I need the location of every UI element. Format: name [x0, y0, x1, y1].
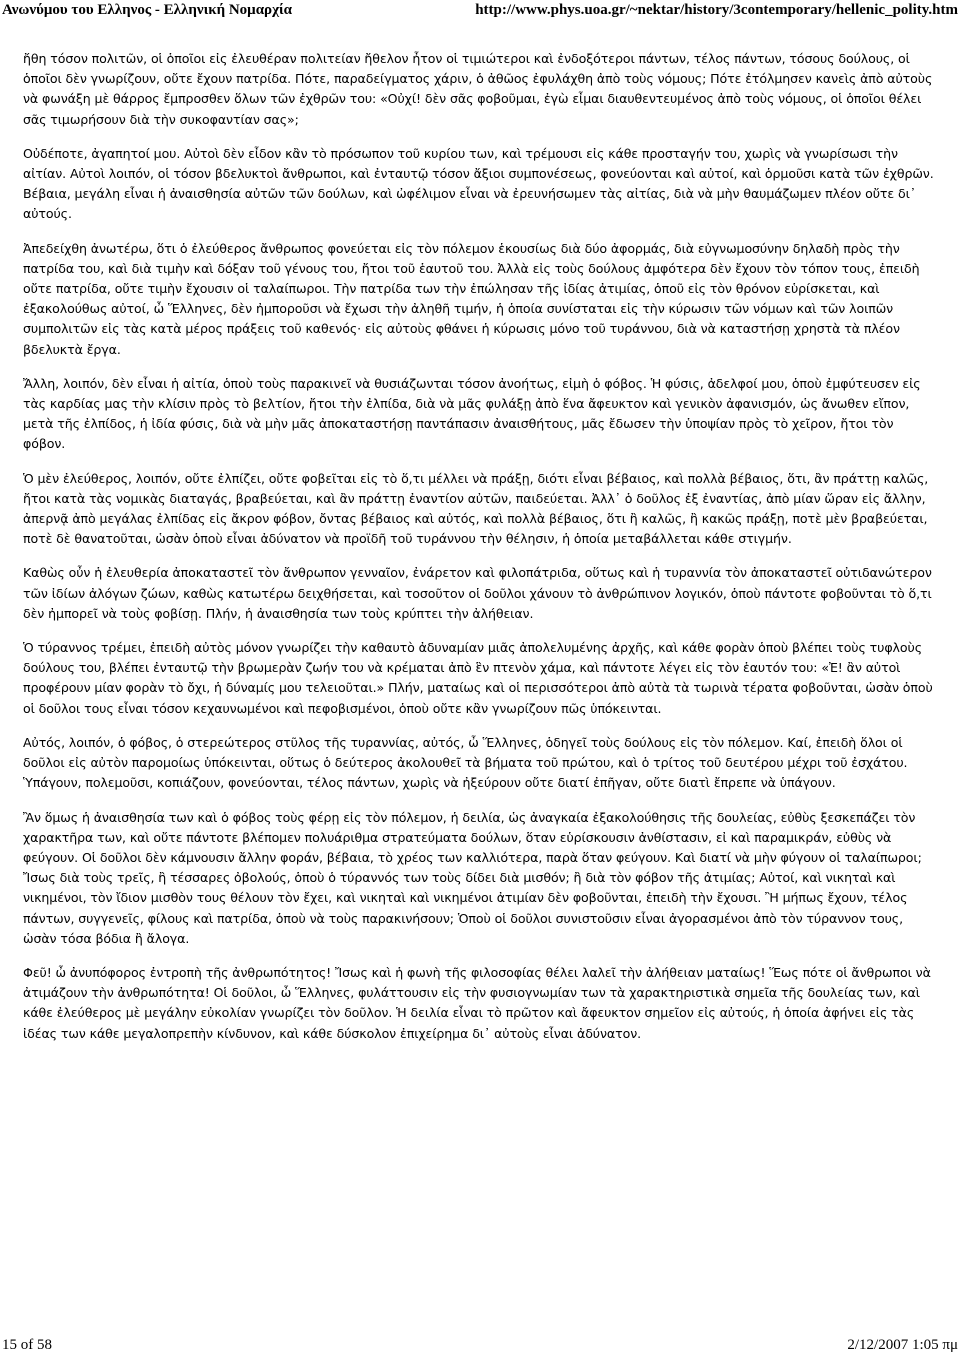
paragraph: Ἂν ὅμως ἡ ἀναισθησία των καὶ ὁ φόβος τοὺς φέρῃ εἰς τὸν πόλεμον, ἡ δειλία, ὡς ἀναγκαία ἐξακολούθησις τῆς δουλείας, εὐθὺς ξεσκεπάζει τὸν χαρακτῆρα των, καὶ οὔτε πάντοτε βλέπομεν πολυάριθμα στρατεύματα δούλων, ὅταν εὑρίσκουσιν ἀνθίστασιν, εἰ καὶ παραμικράν, εὐθὺς νὰ φεύγουν. Οἱ δοῦλοι δὲν κάμνουσιν ἄλλην φοράν, βέβαια, τὸ χρέος των καλλιότερα, παρὰ ὅταν φεύγουν. Καὶ διατί νὰ μὴν φύγουν οἱ ταλαίπωροι; Ἴσως διὰ τοὺς τρεῖς, ἢ τέσσαρες ὀβολούς, ὁποὺ ὁ τύραννός των τοὺς δίδει διὰ μισθόν; ἢ διὰ τὸν φόβον τῆς ἀτιμίας; Αὐτοί, καὶ νικηταὶ καὶ νικημένοι, τὸν ἴδιον μισθὸν τους θέλουν τὸν ἔχει, καὶ νικηταὶ καὶ νικημένοι ἀτιμίαν δὲν φοβοῦνται, ἐπειδὴ τὴν ἔχουσι. Ἢ μήπως ἔχουν, τέλος πάντων, συγγενεῖς, φίλους καὶ πατρίδα, ὁποὺ νὰ τοὺς παρακινήσουν; Ὁποὺ οἱ δοῦλοι συνιστοῦσιν εἶναι ἀγορασμένοι ἀπὸ τὸν τύραννον τους, ὡσὰν τόσα βόδια ἢ ἄλογα.: [23, 809, 922, 946]
paragraph: Καθὼς οὖν ἡ ἐλευθερία ἀποκαταστεῖ τὸν ἄνθρωπον γενναῖον, ἐνάρετον καὶ φιλοπάτριδα, οὕτως καὶ ἡ τυραννία τὸν ἀποκαταστεῖ οὐτιδανώτερον τῶν ἰδίων ἀλόγων ζώων, καθὼς κατωτέρω δειχθήσεται, καὶ τοσοῦτον οἱ δοῦλοι χάνουν τὸ ἀνθρώπινον λογικόν, ὁποὺ πάντοτε φοβοῦνται τὸ ὅ,τι δὲν ἠμπορεῖ νὰ τοὺς φοβίσῃ. Πλήν, ἡ ἀναισθησία των τοὺς κρύπτει τὴν ἀλήθειαν.: [23, 565, 932, 621]
paragraph: Αὐτός, λοιπόν, ὁ φόβος, ὁ στερεώτερος στῦλος τῆς τυραννίας, αὐτός, ὦ Ἕλληνες, ὁδηγεῖ τοὺς δούλους εἰς τὸν πόλεμον. Καί, ἐπειδὴ ὅλοι οἱ δοῦλοι εἰς αὐτὸν παρομοίως ὑπόκεινται, οὕτως ὁ δεύτερος ἀκολουθεῖ τὰ βήματα τοῦ πρώτου, καὶ ὁ τρίτος τοῦ δευτέρου μέχρι τοῦ ἐσχάτου. Ὑπάγουν, πολεμοῦσι, κοπιάζουν, φονεύονται, τέλος πάντων, χωρὶς νὰ ἠξεύρουν οὔτε διατί ἐπῆγαν, οὔτε διατὶ ἔπρεπε νὰ ὑπάγουν.: [23, 734, 908, 791]
page-url: http://www.phys.uoa.gr/~nektar/history/3contemporary/hellenic_polity.htm: [475, 2, 958, 18]
page-title: Ανωνύμου του Ελληνος - Ελληνική Νομαρχία: [2, 2, 293, 18]
paragraph: Ἀπεδείχθη ἀνωτέρω, ὅτι ὁ ἐλεύθερος ἄνθρωπος φονεύεται εἰς τὸν πόλεμον ἑκουσίως διὰ δύο ἀφορμάς, διὰ εὐγνωμοσύνην δηλαδὴ πρὸς τὴν πατρίδα του, καὶ διὰ τιμὴν καὶ δόξαν τοῦ γένους του, ἤτοι τοῦ ἑαυτοῦ του. Ἀλλὰ εἰς τοὺς δούλους ἀμφότερα δὲν ἔχουν τὸν τόπον τους, ἐπειδὴ οὔτε πατρίδα, οὔτε τιμὴν ἔχουσιν οἱ ταλαίπωροι. Τὴν πατρίδα των τὴν ἐπώλησαν τῆς ἰδίας ἀτιμίας, ὁποῦ εἰς τὸν θρόνον εὑρίσκεται, καὶ ἐξακολούθως αὐτοί, ὦ Ἕλληνες, δὲν ἠμποροῦσι νὰ ἔχωσι τὴν ἀληθῆ τιμήν, ἡ ὁποία συνίσταται εἰς τὴν κύρωσιν τῶν νόμων καὶ τῶν λοιπῶν συμπολιτῶν εἰς τὰς κατὰ μέρος πράξεις τοῦ καθενός· εἰς αὐτοὺς φθάνει ἡ κύρωσις μόνο τοῦ τυράννου, διὰ νὰ καταστήσῃ χρηστὰ τὰ πλέον βδελυκτὰ ἔργα.: [23, 240, 920, 357]
paragraph: Οὐδέποτε, ἀγαπητοί μου. Αὐτοὶ δὲν εἶδον κἂν τὸ πρόσωπον τοῦ κυρίου των, καὶ τρέμουσι εἰς κάθε προσταγήν του, χωρὶς νὰ γνωρίσωσι τὴν αἰτίαν. Αὐτοὶ λοιπόν, οἱ τόσον βδελυκτοὶ ἄνθρωποι, καὶ ἐνταυτῷ τόσον ἄξιοι συμπονέσεως, φονεύονται καὶ αὐτοί, καὶ ὁρμοῦσι κατὰ τῶν ἐχθρῶν. Βέβαια, μεγάλη εἶναι ἡ ἀναισθησία αὐτῶν τῶν δούλων, καὶ ὠφέλιμον εἶναι νὰ ἐρευνήσωμεν τὰς αἰτίας, διὰ νὰ μὴν θαυμάζωμεν πλέον οὔτε δι᾿ αὐτούς.: [23, 145, 934, 222]
print-header: [0, 0, 960, 20]
print-footer: [0, 1335, 960, 1355]
paragraph: ἤθη τόσον πολιτῶν, οἱ ὁποῖοι εἰς ἐλευθέραν πολιτείαν ἤθελον ἦτον οἱ τιμιώτεροι καὶ ἐνδοξότεροι πάντων, τέλος πάντων, τόσους δούλους, οἱ ὁποῖοι δὲν γνωρίζουν, οὔτε ἔχουν πατρίδα. Πότε, παραδείγματος χάριν, ὁ ἀθῶος ἐφυλάχθη ἀπὸ τοὺς νόμους; Πότε ἐτόλμησεν κανεὶς ἀπὸ αὐτοὺς νὰ φωνάξη μὲ θάρρος ἔμπροσθεν ὅλων τῶν ἐχθρῶν του: «Οὐχί! δὲν σᾶς φοβοῦμαι, ἐγὼ εἶμαι διαυθεντευμένος ἀπὸ τοὺς νόμους, οἱ ὁποῖοι θέλει σᾶς τιμωρήσουν διὰ τὴν συκοφαντίαν σας»;: [23, 51, 933, 127]
document-body: [23, 49, 937, 1058]
page-counter: 15 of 58: [2, 1337, 52, 1353]
paragraph: Φεῦ! ὦ ἀνυπόφορος ἐντροπὴ τῆς ἀνθρωπότητος! Ἴσως καὶ ἡ φωνὴ τῆς φιλοσοφίας θέλει λαλεῖ τὴν ἀλήθειαν ματαίως! Ἕως πότε οἱ ἄνθρωποι νὰ ἀτιμάζουν τὴν ἀνθρωπότητα! Οἱ δοῦλοι, ὦ Ἕλληνες, φυλάττουσιν εἰς τὴν φυσιογνωμίαν των τὰ χαρακτηριστικὰ σημεῖα τῆς δουλείας των, καὶ κάθε ἐλεύθερος μὲ μεγάλην εὐκολίαν γνωρίζει τὸν δοῦλον. Ἡ δειλία εἶναι τὸ πρῶτον καὶ ἄφευκτον σημεῖον εἰς αὐτούς, ἡ ὁποία ἀφήνει εἰς τὰς ἰδέας των κάθε μεγαλοπρεπὴν κίνδυνον, καὶ κάθε δύσκολον ἐπιχείρημα δι᾿ αὐτοὺς εἶναι ἀδύνατον.: [23, 964, 931, 1041]
paragraph: Ὁ μὲν ἐλεύθερος, λοιπόν, οὔτε ἐλπίζει, οὔτε φοβεῖται εἰς τὸ ὅ,τι μέλλει νὰ πράξῃ, διότι εἶναι βέβαιος, καὶ πολλὰ βέβαιος, ὅτι, ἂν πράττῃ καλῶς, ἤτοι κατὰ τὰς νομικὰς διαταγάς, βραβεύεται, καὶ ἂν πράττῃ ἐναντίον αὐτῶν, παιδεύεται. Ἀλλ᾿ ὁ δοῦλος ἐξ ἐναντίας, ἀπὸ μίαν ὥραν εἰς ἄλλην, ἀπερνᾷ ἀπὸ μεγάλας ἐλπίδας εἰς ἄκρον φόβον, ὄντας βέβαιος καὶ αὐτός, καὶ πολλὰ βέβαιος, ὅτι ἢ καλῶς, ἢ κακῶς πράξῃ, ποτὲ μὲν βραβεύεται, ποτὲ δὲ θανατοῦται, ὡσὰν ὁποὺ εἶναι ἀδύνατον νὰ προϊδῆ τοῦ τυράννου τὴν θέλησιν, ἡ ὁποία μεταβάλλεται κάθε στιγμήν.: [23, 470, 929, 547]
paragraph: Ὁ τύραννος τρέμει, ἐπειδὴ αὐτὸς μόνον γνωρίζει τὴν καθαυτὸ ἀδυναμίαν μιᾶς ἀπολελυμένης ἀρχῆς, καὶ κάθε φορὰν ὁποὺ βλέπει τοὺς τυφλοὺς δούλους του, βλέπει ἐνταυτῷ τὴν βρωμερὰν ζωήν του νὰ κρέμαται ἀπὸ ἓν πτενὸν χάμα, καὶ πάντοτε λέγει εἰς τὸν ἑαυτόν του: «Ἐ! ἂν αὐτοὶ προφέρουν μίαν φορὰν τὸ ὄχι, ἡ δύναμίς μου τελειοῦται.» Πλήν, ματαίως καὶ οἱ περισσότεροι ἀπὸ αὐτὰ τὰ τωρινὰ τέρατα φοβοῦνται, ὡσὰν ὁποὺ οἱ δοῦλοι τους εἶναι τόσον κεχαυνωμένοι καὶ πεφοβισμένοι, ὁποὺ οὔτε κἂν γνωρίζουν πῶς ὑπόκεινται.: [23, 640, 933, 716]
paragraph: Ἄλλη, λοιπόν, δὲν εἶναι ἡ αἰτία, ὁποὺ τοὺς παρακινεῖ νὰ θυσιάζωνται τόσον ἀνοήτως, εἰμὴ ὁ φόβος. Ἡ φύσις, ἀδελφοί μου, ὁποὺ ἐμφύτευσεν εἰς τὰς καρδίας μας τὴν κλίσιν πρὸς τὸ βελτίον, ἤτοι τὴν ἐλπίδα, διὰ νὰ μᾶς φυλάξῃ ἀπὸ ἕνα ἄφευκτον καὶ γενικὸν ἀφανισμόν, ὡς ἄνωθεν εἴπον, μετὰ τῆς ἐλπίδος, ἡ ἰδία φύσις, διὰ νὰ μὴν μᾶς ἀποκαταστήσῃ παντάπασιν ἀναισθήτους, μᾶς ἔδωσεν τὴν ὑποψίαν πρὸς τὸ χεῖρον, ἤτοι τὸν φόβον.: [23, 375, 921, 452]
print-datetime: 2/12/2007 1:05 πμ: [847, 1337, 958, 1353]
